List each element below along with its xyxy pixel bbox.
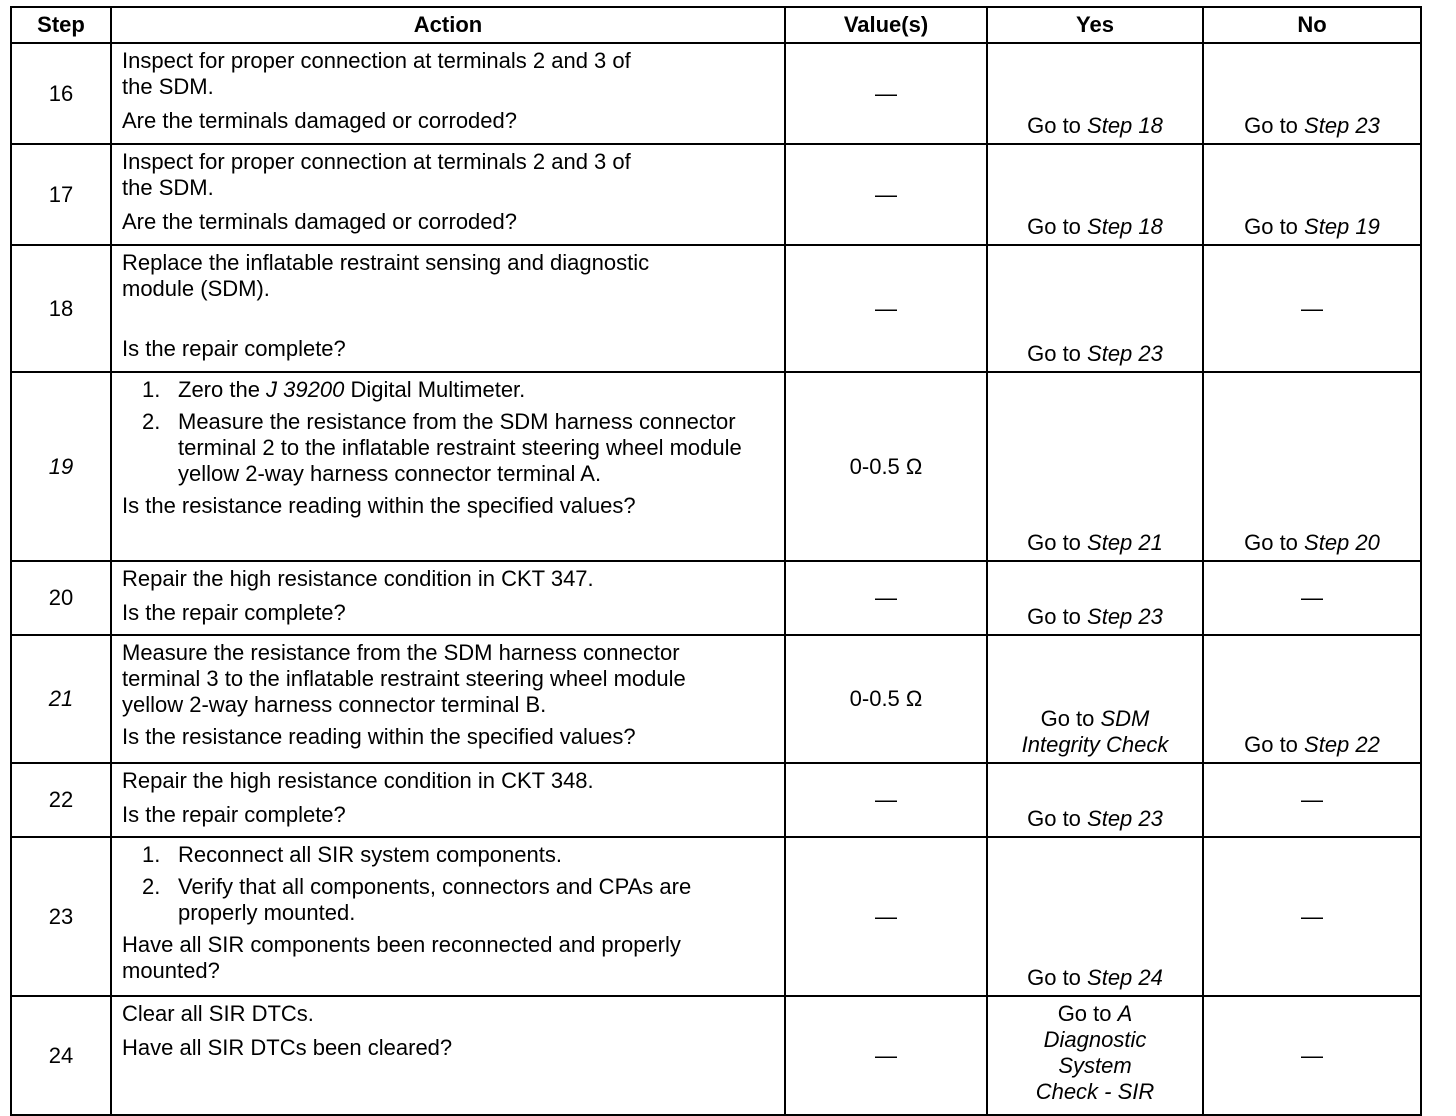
value-text: — <box>875 1042 897 1068</box>
action-text: Replace the inflatable restraint sensing and diagnostic <box>122 250 650 275</box>
action-cell <box>111 996 785 1115</box>
step-number: 19 <box>11 372 111 561</box>
value-cell <box>785 763 987 837</box>
value-cell <box>785 144 987 245</box>
step-number: 16 <box>11 43 111 144</box>
yes-link[interactable]: Go to Step 18 <box>1027 113 1163 138</box>
list-item: 2. Measure the resistance from the SDM harness connector terminal 2 to the inflatable restraint steering wheel module yellow 2-way harness connector terminal A. <box>142 409 742 486</box>
table-row <box>11 837 1421 996</box>
value-cell <box>785 837 987 996</box>
action-text: yellow 2-way harness connector terminal B. <box>122 692 547 717</box>
header-action: Action <box>111 7 785 43</box>
action-question: Are the terminals damaged or corroded? <box>122 108 517 133</box>
action-text: Repair the high resistance condition in CKT 348. <box>122 768 594 793</box>
yes-link[interactable]: Go to Step 23 <box>1027 604 1163 629</box>
header-row <box>11 7 1421 43</box>
action-text: Inspect for proper connection at terminals 2 and 3 of <box>122 149 631 174</box>
no-link[interactable]: Go to Step 22 <box>1244 732 1380 757</box>
list-item: 1. Reconnect all SIR system components. <box>142 842 562 867</box>
action-text: the SDM. <box>122 175 214 200</box>
table-row <box>11 561 1421 635</box>
action-text: Measure the resistance from the SDM harness connector <box>122 640 680 665</box>
value-text: — <box>875 585 897 610</box>
action-list <box>122 842 774 926</box>
no-cell <box>1203 372 1421 561</box>
action-cell <box>111 144 785 245</box>
no-cell <box>1203 245 1421 372</box>
no-cell <box>1203 561 1421 635</box>
action-cell <box>111 837 785 996</box>
no-link[interactable]: Go to Step 20 <box>1244 530 1380 555</box>
no-link[interactable]: Go to Step 19 <box>1244 214 1380 239</box>
action-question: Is the resistance reading within the specified values? <box>122 724 636 749</box>
yes-link[interactable]: Go to Step 18 <box>1027 214 1163 239</box>
step-number: 22 <box>11 763 111 837</box>
yes-cell <box>987 561 1203 635</box>
value-text: — <box>875 80 897 106</box>
header-step: Step <box>11 7 111 43</box>
no-text: — <box>1301 903 1323 929</box>
value-text: 0-0.5 Ω <box>849 686 923 711</box>
action-cell <box>111 763 785 837</box>
no-cell <box>1203 635 1421 763</box>
table-row <box>11 635 1421 763</box>
action-question: Are the terminals damaged or corroded? <box>122 209 517 234</box>
step-number: 23 <box>11 837 111 996</box>
table-row <box>11 43 1421 144</box>
table-row <box>11 245 1421 372</box>
action-cell <box>111 43 785 144</box>
step-number: 20 <box>11 561 111 635</box>
yes-cell <box>987 144 1203 245</box>
diagnostic-table-page <box>10 6 1422 1104</box>
value-cell <box>785 372 987 561</box>
yes-link[interactable]: Go to Step 24 <box>1027 965 1163 990</box>
action-question: Have all SIR components been reconnected and properly mounted? <box>122 932 681 983</box>
yes-link[interactable]: Go to Step 23 <box>1027 806 1163 831</box>
yes-link[interactable]: Go to Step 23 <box>1027 341 1163 366</box>
step-number: 18 <box>11 245 111 372</box>
value-text: 0-0.5 Ω <box>849 453 923 479</box>
action-text: the SDM. <box>122 74 214 99</box>
action-cell <box>111 372 785 561</box>
yes-cell <box>987 837 1203 996</box>
yes-cell <box>987 635 1203 763</box>
table-row <box>11 763 1421 837</box>
header-values: Value(s) <box>785 7 987 43</box>
action-cell <box>111 245 785 372</box>
action-text: terminal 3 to the inflatable restraint steering wheel module <box>122 666 686 691</box>
table-row <box>11 996 1421 1115</box>
no-text: — <box>1301 787 1323 812</box>
value-text: — <box>875 903 897 929</box>
no-cell <box>1203 837 1421 996</box>
action-question: Is the repair complete? <box>122 802 346 827</box>
yes-cell <box>987 996 1203 1115</box>
no-text: — <box>1301 1042 1323 1068</box>
step-number: 24 <box>11 996 111 1115</box>
action-question: Is the repair complete? <box>122 600 346 625</box>
no-text: — <box>1301 295 1323 321</box>
value-cell <box>785 43 987 144</box>
yes-cell <box>987 372 1203 561</box>
action-list <box>122 377 774 487</box>
no-cell <box>1203 763 1421 837</box>
value-cell <box>785 245 987 372</box>
action-question: Is the resistance reading within the specified values? <box>122 493 636 518</box>
action-cell <box>111 561 785 635</box>
diagnostic-table <box>10 6 1422 1116</box>
action-text: Clear all SIR DTCs. <box>122 1001 314 1026</box>
table-row <box>11 144 1421 245</box>
yes-link[interactable]: Go to Step 21 <box>1027 530 1163 555</box>
step-number: 17 <box>11 144 111 245</box>
action-question: Is the repair complete? <box>122 336 346 361</box>
no-text: — <box>1301 585 1323 610</box>
action-text: module (SDM). <box>122 276 270 301</box>
value-cell <box>785 561 987 635</box>
value-cell <box>785 635 987 763</box>
no-cell <box>1203 144 1421 245</box>
no-cell <box>1203 43 1421 144</box>
action-text: Repair the high resistance condition in CKT 347. <box>122 566 594 591</box>
yes-link[interactable]: Go to SDM Integrity Check <box>1021 706 1169 757</box>
no-link[interactable]: Go to Step 23 <box>1244 113 1380 138</box>
value-cell <box>785 996 987 1115</box>
value-text: — <box>875 181 897 207</box>
action-text: Inspect for proper connection at terminals 2 and 3 of <box>122 48 631 73</box>
list-item: 1. Zero the J 39200 Digital Multimeter. <box>142 377 526 402</box>
header-yes: Yes <box>987 7 1203 43</box>
yes-cell <box>987 763 1203 837</box>
yes-cell <box>987 245 1203 372</box>
value-text: — <box>875 787 897 812</box>
no-cell <box>1203 996 1421 1115</box>
action-cell <box>111 635 785 763</box>
step-number: 21 <box>11 635 111 763</box>
list-item: 2. Verify that all components, connectors and CPAs are properly mounted. <box>142 874 692 925</box>
header-no: No <box>1203 7 1421 43</box>
table-row <box>11 372 1421 561</box>
action-question: Have all SIR DTCs been cleared? <box>122 1035 453 1060</box>
yes-link[interactable]: Go to A Diagnostic System Check - SIR <box>1035 1001 1155 1104</box>
value-text: — <box>875 295 897 321</box>
yes-cell <box>987 43 1203 144</box>
